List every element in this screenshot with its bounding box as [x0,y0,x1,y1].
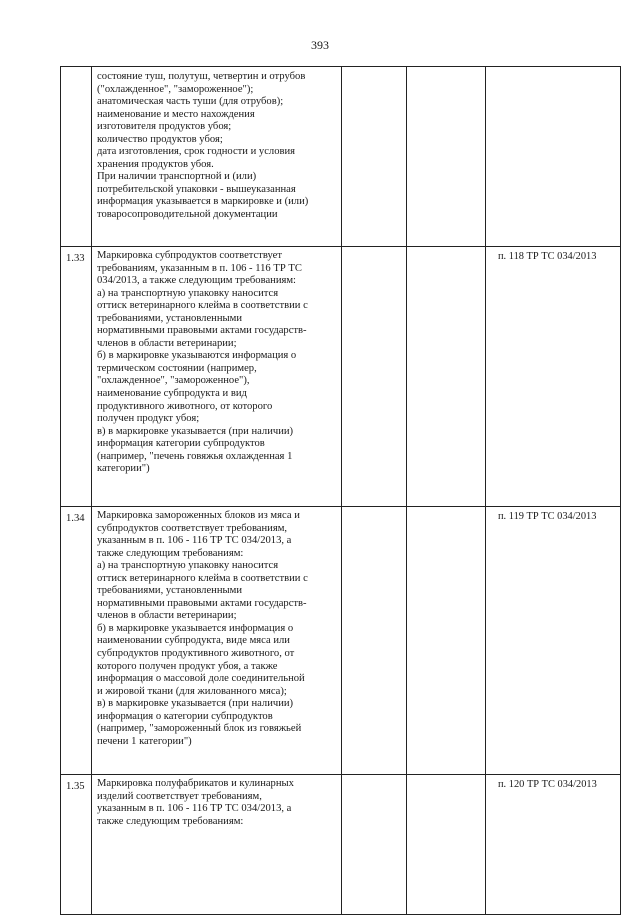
requirement-line: указанным в п. 106 - 116 ТР ТС 034/2013, а [97,535,292,547]
requirement-line: нормативными правовыми актами государств- [97,597,307,609]
requirement-line: наименовании субпродукта, виде мяса или [97,635,290,647]
empty-cell [342,67,407,247]
requirement-line: термическом состоянии (например, [97,362,257,374]
requirement-line: категории") [97,463,150,475]
regulation-reference: п. 120 ТР ТС 034/2013 [486,775,621,915]
requirement-line: Маркировка замороженных блоков из мяса и [97,510,300,521]
requirement-line: членов в области ветеринарии; [97,610,237,622]
row-number: 1.35 [61,775,92,915]
requirement-line: также следующим требованиям: [97,547,244,559]
requirement-line: наименование субпродукта и вид [97,388,247,400]
requirement-text [92,507,342,775]
requirement-line: оттиск ветеринарного клейма в соответствии с [97,300,308,312]
table-row [61,775,621,915]
requirement-line: количество продуктов убоя; [97,133,223,145]
requirement-line: и жировой ткани (для жилованного мяса); [97,685,287,697]
requirement-text [92,775,342,915]
requirement-line: ("охлажденное", "замороженное"); [97,83,254,95]
requirement-line: оттиск ветеринарного клейма в соответствии с [97,572,308,584]
requirement-line: продуктивного животного, от которого [97,400,273,412]
empty-cell [407,775,486,915]
empty-cell [407,247,486,507]
page-number: 393 [311,38,329,52]
requirement-line: анатомическая часть туши (для отрубов); [97,96,284,108]
requirement-line: (например, "печень говяжья охлажденная 1 [97,450,293,462]
requirement-text [92,247,342,507]
row-number: 1.33 [61,247,92,507]
requirement-line: информация о категории субпродуктов [97,710,273,722]
requirement-line: 034/2013, а также следующим требованиям: [97,275,297,287]
requirement-line: изделий соответствует требованиям, [97,790,262,802]
requirement-text [92,67,342,247]
empty-cell [342,775,407,915]
requirement-line: а) на транспортную упаковку наносится [97,287,279,299]
requirement-line: требованиями, установленными [97,312,242,324]
requirement-line: субпродуктов соответствует требованиям, [97,522,288,534]
requirement-line: информация категории субпродуктов [97,438,265,450]
requirement-line: хранения продуктов убоя. [97,158,214,170]
requirement-line: товаросопроводительной документации [97,209,278,221]
row-number [61,67,92,247]
row-number: 1.34 [61,507,92,775]
regulation-reference: п. 118 ТР ТС 034/2013 [486,247,621,507]
requirement-line: которого получен продукт убоя, а также [97,660,278,672]
requirement-line: состояние туш, полутуш, четвертин и отрубов [97,71,306,82]
table-row [61,247,621,507]
requirement-line: требованиям, указанным в п. 106 - 116 ТР ТС [97,262,302,274]
requirement-line: печени 1 категории") [97,735,192,747]
requirement-line: б) в маркировке указываются информация о [97,350,297,362]
requirement-line: членов в области ветеринарии; [97,337,237,349]
requirement-line: б) в маркировке указывается информация о [97,622,294,634]
regulation-reference: п. 119 ТР ТС 034/2013 [486,507,621,775]
regulation-reference [486,67,621,247]
requirement-line: указанным в п. 106 - 116 ТР ТС 034/2013, а [97,803,292,815]
requirement-line: наименование и место нахождения [97,108,255,120]
empty-cell [407,67,486,247]
requirement-line: в) в маркировке указывается (при наличии) [97,425,294,437]
table-row [61,507,621,775]
requirements-table [60,66,621,915]
empty-cell [342,507,407,775]
requirement-line: в) в маркировке указывается (при наличии) [97,698,294,710]
requirement-line: а) на транспортную упаковку наносится [97,560,279,572]
requirement-line: получен продукт убоя; [97,413,200,425]
requirement-line: требованиями, установленными [97,585,242,597]
requirement-line: При наличии транспортной и (или) [97,171,257,183]
requirement-line: также следующим требованиям: [97,815,244,827]
requirement-line: (например, "замороженный блок из говяжьей [97,723,302,735]
requirement-line: дата изготовления, срок годности и условия [97,146,296,158]
requirement-line: "охлажденное", "замороженное"), [97,375,250,387]
requirement-line: информация указывается в маркировке и (или) [97,196,309,208]
requirement-line: информация о массовой доле соединительной [97,673,305,685]
empty-cell [407,507,486,775]
table-row [61,67,621,247]
empty-cell [342,247,407,507]
requirement-line: изготовителя продуктов убоя; [97,121,232,133]
requirement-line: нормативными правовыми актами государств- [97,325,307,337]
requirement-line: потребительской упаковки - вышеуказанная [97,183,296,195]
requirement-line: Маркировка субпродуктов соответствует [97,250,283,261]
table-body [61,67,621,915]
requirement-line: Маркировка полуфабрикатов и кулинарных [97,778,294,789]
requirement-line: субпродуктов продуктивного животного, от [97,648,295,660]
